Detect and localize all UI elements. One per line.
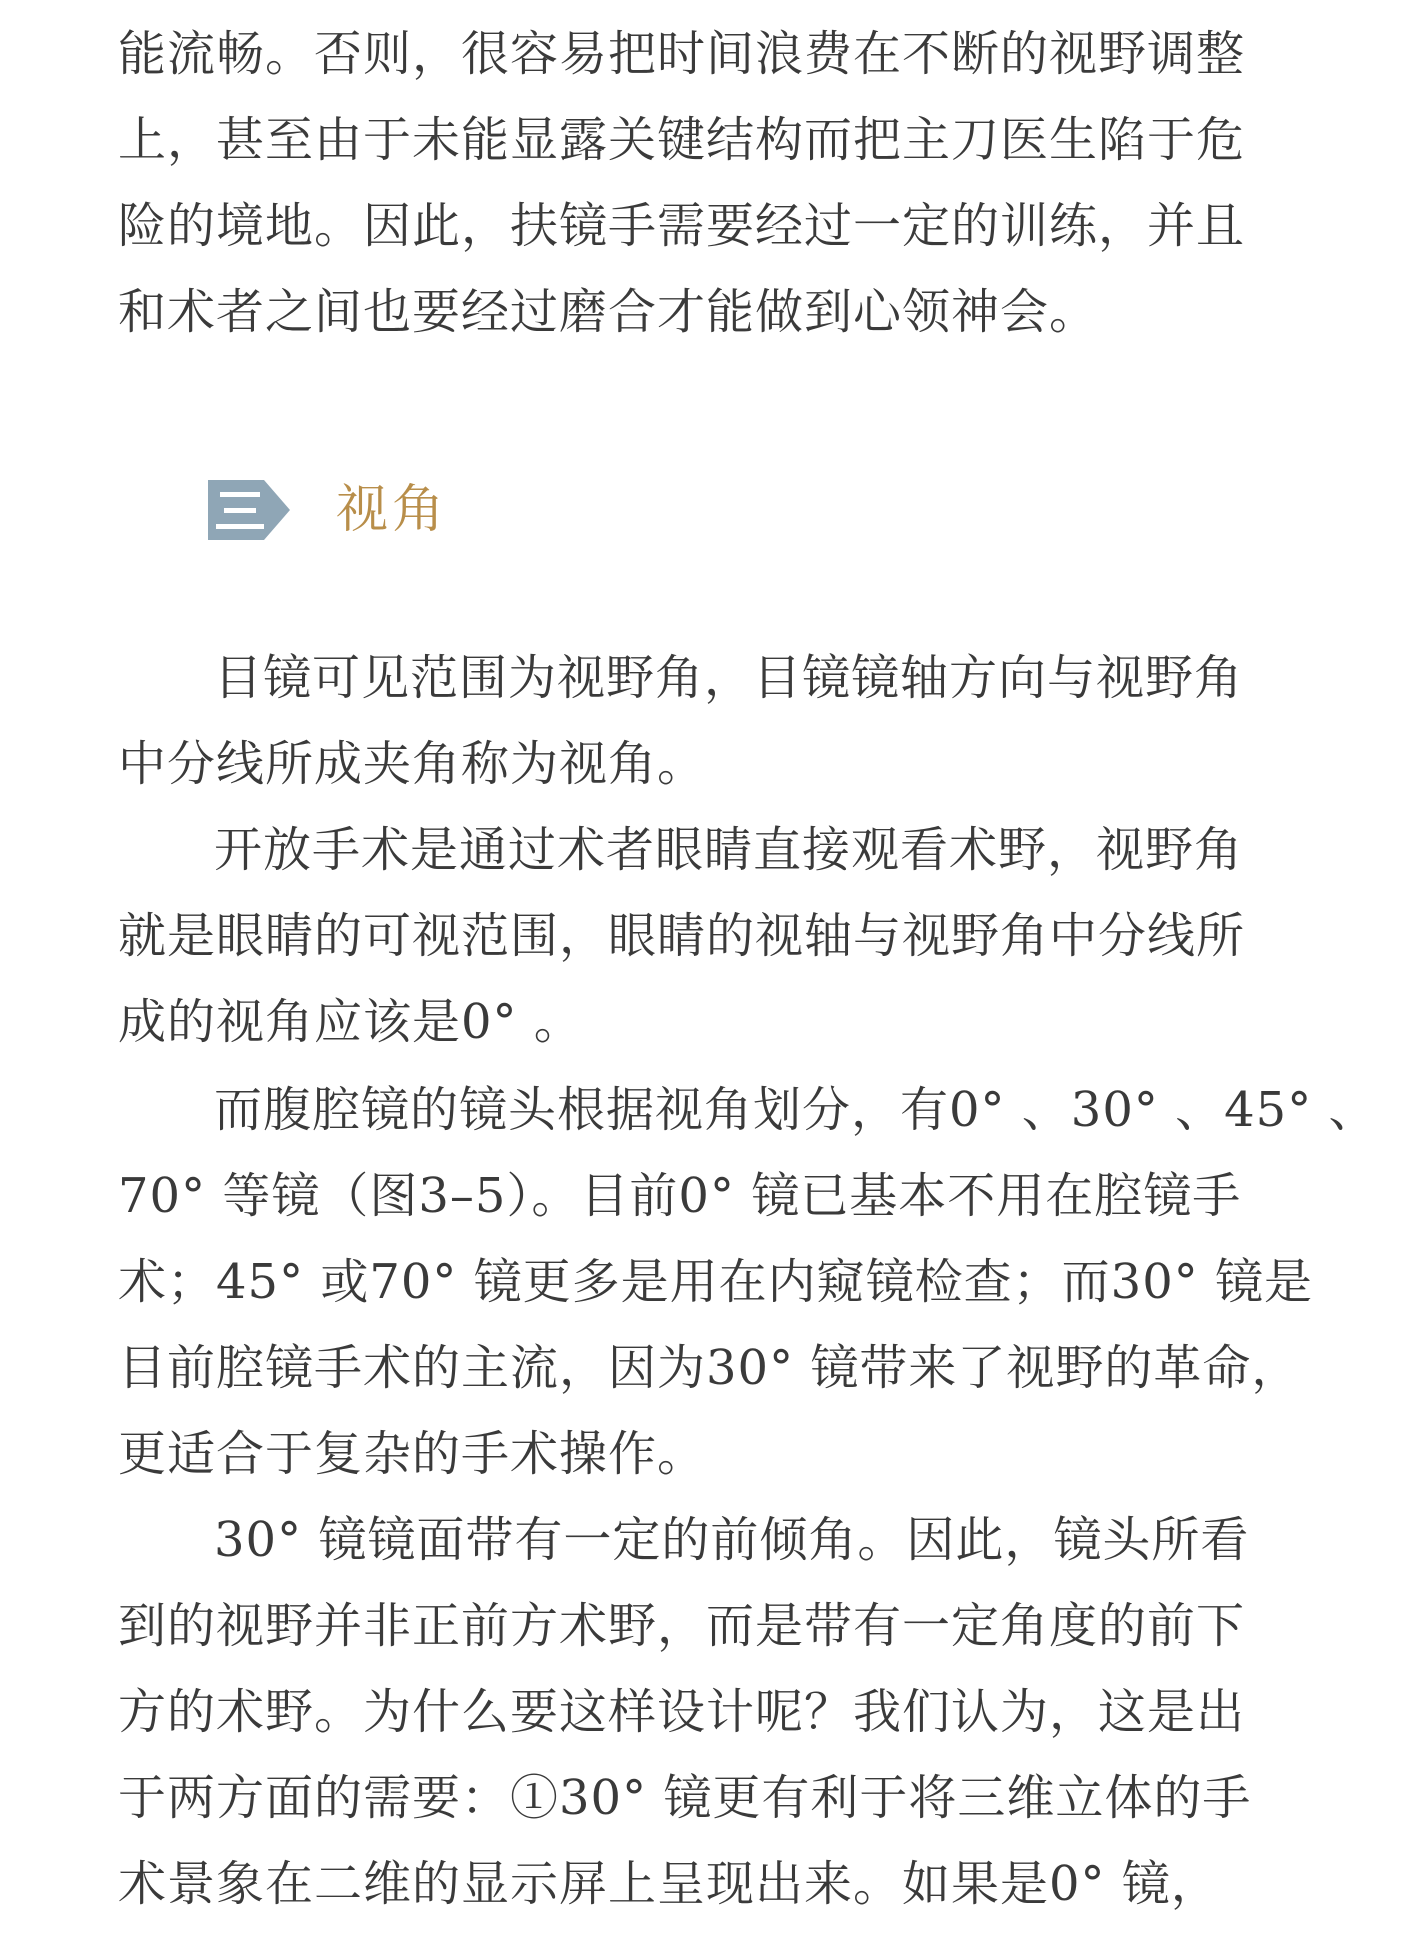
text-line: 目前腔镜手术的主流，因为30° 镜带来了视野的革命， — [118, 1340, 1301, 1396]
text-line: 术；45° 或70° 镜更多是用在内窥镜检查；而30° 镜是 — [118, 1254, 1314, 1310]
text-line: 上，甚至由于未能显露关键结构而把主刀医生陷于危 — [118, 112, 1246, 168]
text-line: 和术者之间也要经过磨合才能做到心领神会。 — [118, 284, 1099, 340]
text-line: 而腹腔镜的镜头根据视角划分，有0° 、30° 、45° 、 — [214, 1082, 1378, 1138]
section-number-three-icon — [208, 480, 290, 540]
text-line: 术景象在二维的显示屏上呈现出来。如果是0° 镜， — [118, 1856, 1220, 1912]
text-line: 成的视角应该是0° 。 — [118, 994, 583, 1050]
text-line: 方的术野。为什么要这样设计呢？我们认为，这是出 — [118, 1684, 1246, 1740]
text-line: 险的境地。因此，扶镜手需要经过一定的训练，并且 — [118, 198, 1246, 254]
text-line: 就是眼睛的可视范围，眼睛的视轴与视野角中分线所 — [118, 908, 1246, 964]
section-heading — [208, 478, 448, 542]
section-title: 视角 — [336, 480, 449, 540]
text-line: 70° 等镜（图3–5）。目前0° 镜已基本不用在腔镜手 — [118, 1168, 1242, 1224]
text-line: 于两方面的需要：①30° 镜更有利于将三维立体的手 — [118, 1770, 1252, 1826]
text-line: 更适合于复杂的手术操作。 — [118, 1426, 707, 1482]
text-line: 30° 镜镜面带有一定的前倾角。因此，镜头所看 — [214, 1512, 1250, 1568]
text-line: 到的视野并非正前方术野，而是带有一定角度的前下 — [118, 1598, 1246, 1654]
text-line: 能流畅。否则，很容易把时间浪费在不断的视野调整 — [118, 26, 1246, 82]
text-line: 目镜可见范围为视野角，目镜镜轴方向与视野角 — [214, 650, 1244, 706]
text-line: 中分线所成夹角称为视角。 — [118, 736, 707, 792]
text-line: 开放手术是通过术者眼睛直接观看术野，视野角 — [214, 822, 1244, 878]
